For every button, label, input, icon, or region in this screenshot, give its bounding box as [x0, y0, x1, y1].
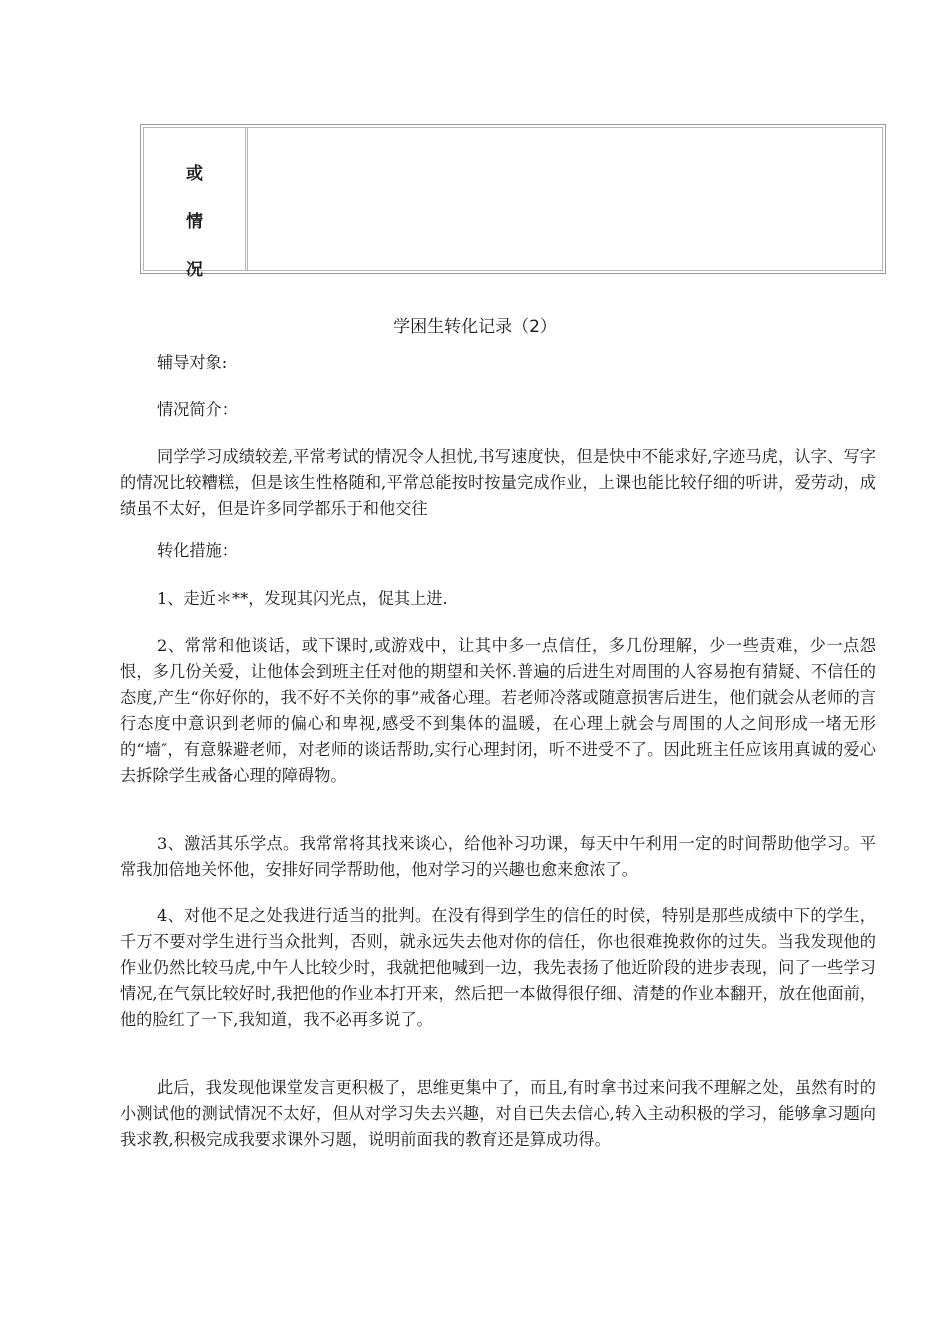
result-paragraph: 此后，我发现他课堂发言更积极了，思维更集中了，而且,有时拿书过来问我不理解之处，虽然有时的小测试他的测试情况不太好，但从对学习失去兴趣，对自已失去信心,转入主动积极的学习，能够拿习题向我求教,积极完成我要求课外习题，说明前面我的教育还是算成功得。: [120, 1078, 876, 1149]
label-char: 情: [186, 212, 203, 232]
label-char: 或: [186, 164, 203, 184]
table-row: [143, 127, 883, 280]
field-tutoring-target: 辅导对象:: [157, 353, 228, 372]
measure-item-2: 2、常常和他谈话，或下课时,或游戏中，让其中多一点信任，多几份理解，少一些责难，少一点怨恨，多几份关爱，让他体会到班主任对他的期望和关怀.普遍的后进生对周围的人容易抱有猜疑、不信任的态度,产生“你好你的，我不好不关你的事”戒备心理。若老师冷落或随意损害后进生，他们就会从老师的言行态度中意识到老师的偏心和卑视,感受不到集体的温暖，在心理上就会与周围的人之间形成一堵无形的“墙″，有意躲避老师，对老师的谈话帮助,实行心理封闭，听不进受不了。因此班主任应该用真诚的爱心去拆除学生戒备心理的障碍物。: [120, 636, 876, 785]
measure-item-3: 3、激活其乐学点。我常常将其找来谈心，给他补习功课，每天中午利用一定的时间帮助他学习。平常我加倍地关怀他，安排好同学帮助他，他对学习的兴趣也愈来愈浓了。: [120, 834, 876, 879]
label-char: 况: [186, 260, 203, 280]
measure-item-1: 1、走近＊**，发现其闪光点，促其上进.: [157, 589, 448, 608]
table-label-cell: [144, 128, 248, 280]
table-content-cell: [248, 128, 882, 270]
field-situation-summary: 情况简介：: [157, 400, 238, 419]
measures-heading: 转化措施：: [157, 541, 238, 560]
record-table: [140, 124, 886, 280]
measure-item-4: 4、对他不足之处我进行适当的批判。在没有得到学生的信任的时侯，特别是那些成绩中下的学生，千万不要对学生进行当众批判，否则，就永远失去他对你的信任，你也很难挽救你的过失。当我发现他的作业仍然比较马虎,中午人比较少时，我就把他喊到一边，我先表扬了他近阶段的进步表现，问了一些学习情况,在气氛比较好时,我把他的作业本打开来，然后把一本做得很仔细、清楚的作业本翻开，放在他面前，他的脸红了一下,我知道，我不必再多说了。: [120, 906, 876, 1029]
document-title: 学困生转化记录（2）: [393, 317, 557, 337]
situation-paragraph: 同学学习成绩较差,平常考试的情况令人担忧,书写速度快，但是快中不能求好,字迹马虎，认字、写字的情况比较糟糕，但是该生性格随和,平常总能按时按量完成作业，上课也能比较仔细的听讲，爱劳动，成绩虽不太好，但是许多同学都乐于和他交往: [120, 447, 876, 518]
